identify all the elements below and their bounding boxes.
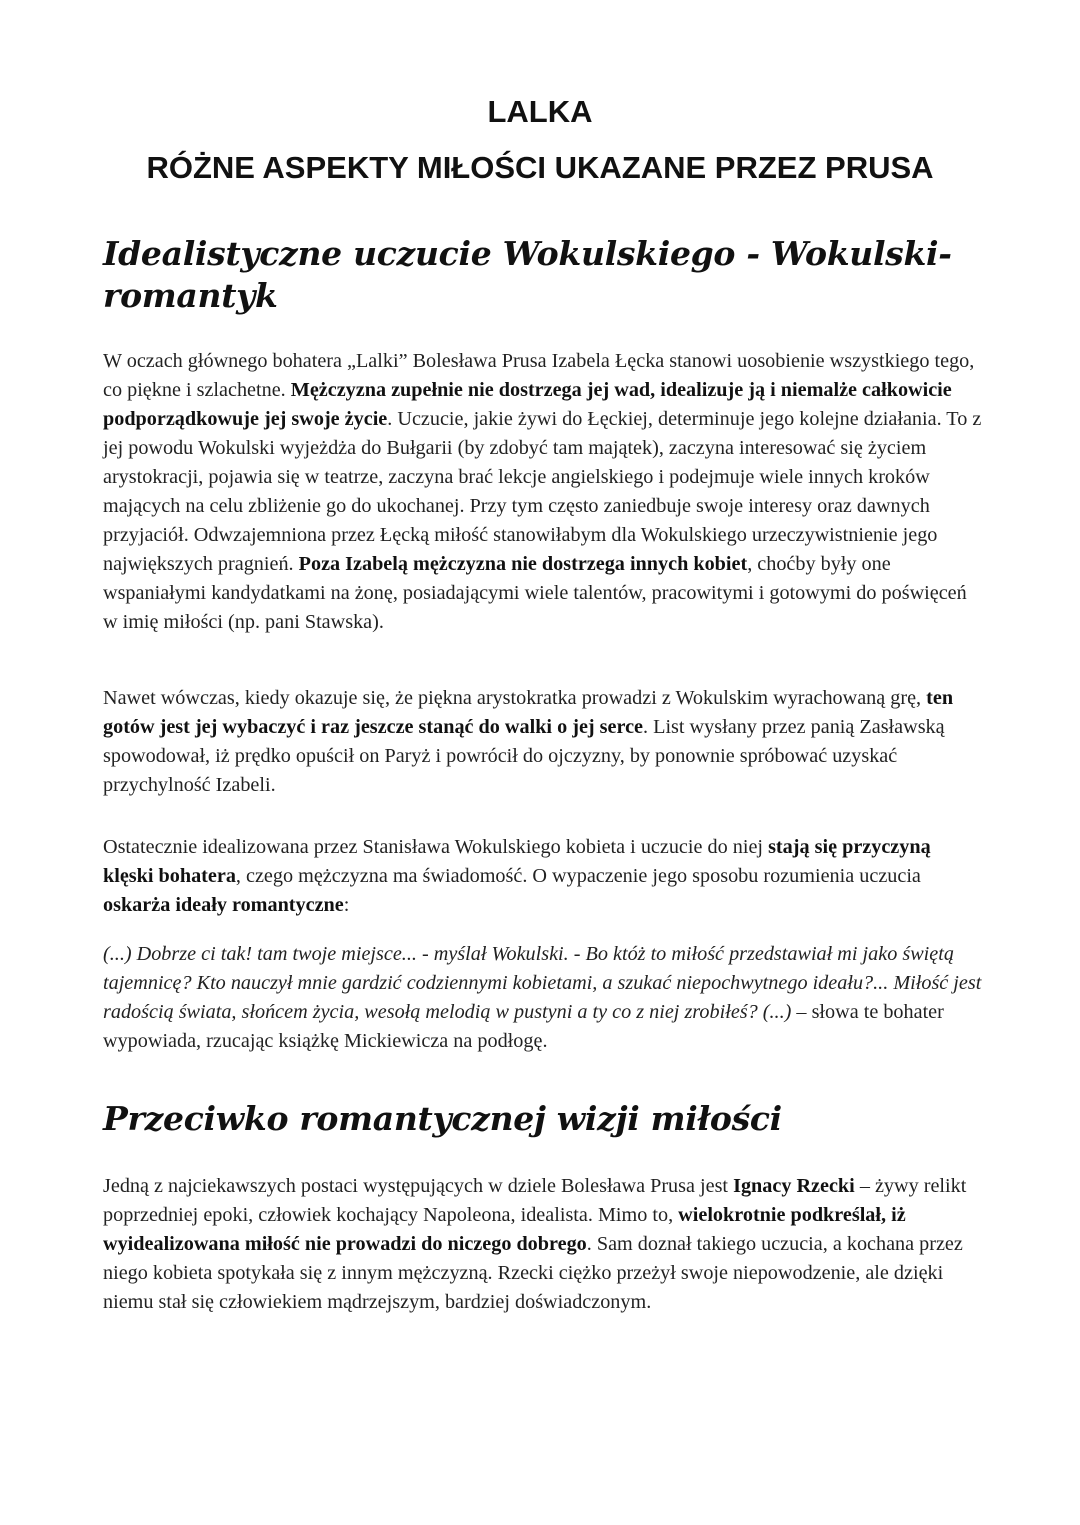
paragraph-text: . Uczucie, jakie żywi do Łęckiej, determinuje jego kolejne działania. To z jej powodu Wokulski wyjeżdża do Bułgarii (by zdobyć tam majątek), zaczyna interesować się życiem arystokracji, pojawia się w teatrze, zaczyna brać lekcje angielskiego i podejmuje wiele innych kroków mających na celu zbliżenie go do ukochanej. Przy tym często zaniedbuje swoje interesy oraz dawnych przyjaciół. Odwzajemniona przez Łęcką miłość stanowiłabym dla Wokulskiego urzeczywistnienie jego największych pragnień. xyxy=(103,408,982,575)
paragraph-text: : xyxy=(343,894,350,916)
paragraph-text: – żywy relikt poprzedniej epoki, człowiek kochający Napoleona, idealista. Mimo to, xyxy=(103,1175,967,1226)
paragraph xyxy=(103,833,983,920)
paragraph-text: Nawet wówczas, kiedy okazuje się, że piękna arystokratka prowadzi z Wokulskim wyrachowaną grę, xyxy=(103,687,927,709)
paragraph-text: . List wysłany przez panią Zasławską spowodował, iż prędko opuścił on Paryż i powrócił do ojczyzny, by ponownie spróbować uzyskać przychylność Izabeli. xyxy=(103,716,945,796)
paragraph-text: – słowa te bohater wypowiada, rzucając książkę Mickiewicza na podłogę. xyxy=(103,1001,944,1052)
paragraph xyxy=(103,1172,983,1317)
paragraph-bold-text: Mężczyzna zupełnie nie dostrzega jej wad, idealizuje ją i niemalże całkowicie podporządkowuje jej swoje życie xyxy=(103,379,952,430)
paragraph xyxy=(103,684,983,800)
paragraph-text: Ostatecznie idealizowana przez Stanisława Wokulskiego kobieta i uczucie do niej xyxy=(103,836,769,858)
quote-paragraph xyxy=(103,940,983,1056)
paragraph-bold-text: Ignacy Rzecki xyxy=(733,1175,855,1197)
section-heading-rzecki: Przeciwko romantycznej wizji miłości xyxy=(103,1099,782,1138)
quote-text: (...) Dobrze ci tak! tam twoje miejsce... - myślał Wokulski. - Bo któż to miłość przedstawiał mi jako świętą tajemnicę? Kto nauczył mnie gardzić codziennymi kobietami, a szukać niepochwytnego ideału?... Miłość jest radością świata, słońcem życia, wesołą melodią w pustyni a ty co z niej zrobiłeś? (...) xyxy=(103,943,982,1023)
paragraph-text: Jedną z najciekawszych postaci występujących w dziele Bolesława Prusa jest xyxy=(103,1175,734,1197)
paragraph-bold-text: oskarża ideały romantyczne xyxy=(103,894,344,916)
paragraph-bold-text: stają się przyczyną klęski bohatera xyxy=(103,836,931,887)
paragraph-bold-text: wielokrotnie podkreślał, iż wyidealizowana miłość nie prowadzi do niczego dobrego xyxy=(103,1204,906,1255)
paragraph-text: . Sam doznał takiego uczucia, a kochana przez niego kobieta spotykała się z innym mężczyzną. Rzecki ciężko przeżył swoje niepowodzenie, ale dzięki niemu stał się człowiekiem mądrzejszym, bardziej doświadczonym. xyxy=(103,1233,963,1313)
document-title: LALKA xyxy=(487,94,593,129)
paragraph-text: , czego mężczyzna ma świadomość. O wypaczenie jego sposobu rozumienia uczucia xyxy=(235,865,921,887)
paragraph-text: W oczach głównego bohatera „Lalki” Bolesława Prusa Izabela Łęcka stanowi uosobienie wszystkiego tego, co piękne i szlachetne. xyxy=(103,350,975,401)
paragraph-bold-text: Poza Izabelą mężczyzna nie dostrzega innych kobiet xyxy=(298,553,748,575)
paragraph-text: , choćby były one wspaniałymi kandydatkami na żonę, posiadającymi wiele talentów, pracowitymi i gotowymi do poświęceń w imię miłości (np. pani Stawska). xyxy=(103,553,967,633)
section-heading-wokulski: Idealistyczne uczucie Wokulskiego - Wokulski-romantyk xyxy=(103,234,952,315)
paragraph-bold-text: ten gotów jest jej wybaczyć i raz jeszcze stanąć do walki o jej serce xyxy=(103,687,954,738)
document-subtitle: RÓŻNE ASPEKTY MIŁOŚCI UKAZANE PRZEZ PRUSA xyxy=(146,150,934,185)
paragraph xyxy=(103,347,983,637)
